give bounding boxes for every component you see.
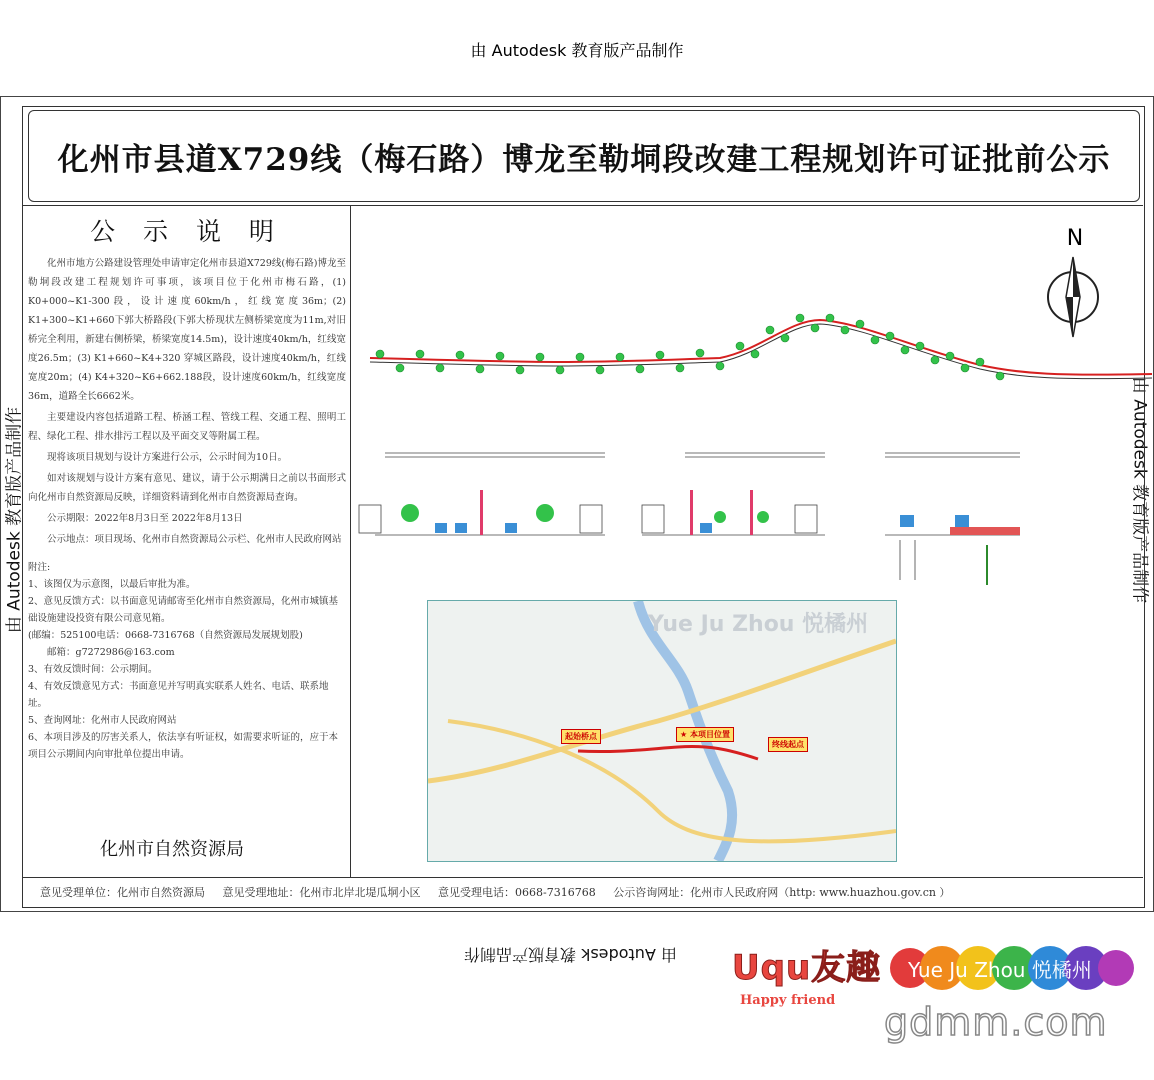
notice-paragraph: 公示地点：项目现场、化州市自然资源局公示栏、化州市人民政府网站 <box>47 534 342 545</box>
watermark-bottom: 由 Autodesk 教育版产品制作 <box>464 945 677 964</box>
notes <box>28 559 346 763</box>
notice-paragraph: 公示期限：2022年8月3日至 2022年8月13日 <box>47 513 243 524</box>
footer-website: 公示咨询网址：化州市人民政府网（http: www.huazhou.gov.cn ） <box>613 886 951 899</box>
page-title: 化州市县道X729线（梅石路）博龙至勒垌段改建工程规划许可证批前公示 <box>57 141 1111 178</box>
note-item: 4、有效反馈意见方式：书面意见并写明真实联系人姓名、电话、联系地址。 <box>28 681 329 709</box>
map-graphic <box>428 601 896 861</box>
yjz-logo <box>890 940 1134 996</box>
yjz-logo-text: Yue Ju Zhou 悦橘州 <box>908 958 1092 982</box>
location-map <box>427 600 897 862</box>
watermark-right: 由 Autodesk 教育版产品制作 <box>1129 376 1150 604</box>
map-watermark: Yue Ju Zhou 悦橘州 <box>648 612 869 637</box>
uqu-logo-sub: Happy friend <box>740 993 836 1008</box>
notice-heading: 公 示 说 明 <box>90 217 284 246</box>
uqu-logo-main: Uqu友趣 <box>732 948 882 988</box>
notice-paragraph: 现将该项目规划与设计方案进行公示，公示时间为10日。 <box>47 452 288 463</box>
note-item: (邮编：525100电话：0668-7316768（自然资源局发展规划股) <box>28 630 303 641</box>
note-item: 邮箱：g7272986@163.com <box>47 647 175 658</box>
note-item: 2、意见反馈方式：以书面意见请邮寄至化州市自然资源局，化州市城镇基础设施建设投资有限公司意见箱。 <box>28 596 339 624</box>
cross-sections <box>355 405 1055 615</box>
notes-heading: 附注: <box>28 562 51 573</box>
divider <box>22 877 1143 878</box>
divider <box>22 205 1143 206</box>
note-item: 3、有效反馈时间：公示期间。 <box>28 664 158 675</box>
divider <box>350 205 351 877</box>
map-label-start: 起始桥点 <box>561 729 601 744</box>
footer-phone: 意见受理电话：0668-7316768 <box>438 886 596 899</box>
watermark-left: 由 Autodesk 教育版产品制作 <box>4 406 25 634</box>
notice-paragraph: 主要建设内容包括道路工程、桥涵工程、管线工程、交通工程、照明工程、绿化工程、排水排污工程以及平面交叉等附属工程。 <box>28 412 346 442</box>
notice-paragraph: 化州市地方公路建设管理处申请审定化州市县道X729线(梅石路)博龙至勒垌段改建工程规划许可事项，该项目位于化州市梅石路，(1) K0+000~K1-300段，设计速度60km/h，红线宽度36m；(2) K1+300~K1+660下郭大桥路段(下郭大桥现状左侧桥梁宽度为11m,对旧桥完全利用，新建右侧桥梁，桥梁宽度14.5m)，设计速度40km/h，红线宽度26.5m；(3) K1+660~K4+320 穿城区路段，设计速度40km/h，红线宽度20m；(4) K4+320~K6+662.188段，设计速度60km/h，红线宽度36m，道路全长6662米。 <box>28 258 346 402</box>
watermark-top: 由 Autodesk 教育版产品制作 <box>470 41 684 60</box>
site-watermark: gdmm.com <box>884 1000 1108 1044</box>
title-box <box>28 110 1140 202</box>
route-plan <box>360 310 1152 390</box>
uqu-logo <box>732 940 881 1008</box>
notice-paragraph: 如对该规划与设计方案有意见、建议，请于公示期满日之前以书面形式向化州市自然资源局反映，详细资料请到化州市自然资源局查询。 <box>28 473 346 503</box>
footer <box>40 884 1140 900</box>
signature: 化州市自然资源局 <box>100 839 244 860</box>
map-label-end: 终线起点 <box>768 737 808 752</box>
compass-label: N <box>1066 226 1084 251</box>
note-item: 1、该图仅为示意图，以最后审批为准。 <box>28 579 196 590</box>
note-item: 6、本项目涉及的厉害关系人，依法享有听证权，如需要求听证的，应于本项目公示期间内向审批单位提出申请。 <box>28 732 339 760</box>
footer-unit: 意见受理单位：化州市自然资源局 <box>40 886 205 899</box>
footer-address: 意见受理地址：化州市北岸北堤瓜垌小区 <box>222 886 421 899</box>
note-item: 5、查询网址：化州市人民政府网站 <box>28 715 177 726</box>
map-label-project: ★ 本项目位置 <box>676 727 734 742</box>
notice-body <box>28 254 346 549</box>
notice-panel <box>28 208 346 763</box>
